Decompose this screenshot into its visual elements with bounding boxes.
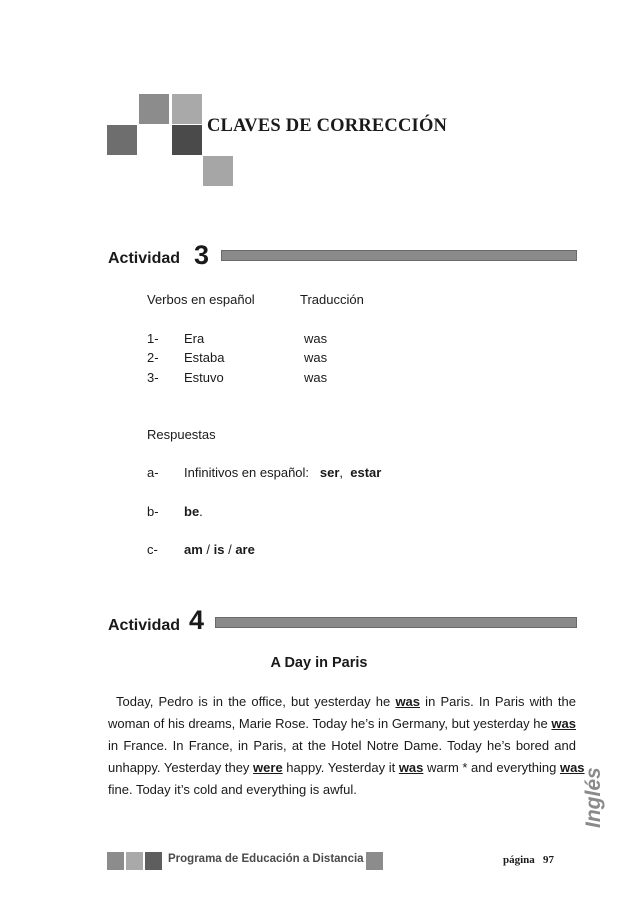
answer-b-suffix: . (199, 504, 203, 519)
side-subject-text: Inglés (582, 767, 605, 828)
answers-heading: Respuestas (147, 427, 216, 442)
answer-letter: a- (147, 465, 159, 480)
story-text: in Paris. In Paris with the (420, 694, 577, 709)
answer-c-sep1: / (202, 542, 214, 557)
story-text: unhappy. Yesterday they (108, 760, 254, 775)
activity3-label: Actividad (108, 250, 181, 267)
answer-c-word2: is (213, 542, 225, 557)
header-decor-square (172, 125, 202, 155)
verb-row-translation: was (304, 350, 328, 365)
story-answer: was (559, 760, 585, 775)
verb-row-translation: was (304, 331, 328, 346)
header-decor-square (172, 94, 202, 124)
verb-row-verb: Estuvo (184, 370, 224, 385)
answer-c (184, 542, 255, 557)
col-translation-header: Traducción (300, 292, 364, 307)
story-line (108, 691, 576, 713)
footer-decor-square (107, 852, 124, 870)
page-number-value: 97 (543, 854, 555, 866)
activity3-bar (221, 250, 577, 261)
story-answer: was (398, 760, 424, 775)
verb-row-num: 2- (147, 350, 159, 365)
answer-a-sep: , (339, 465, 344, 480)
story-text: happy. Yesterday it (282, 760, 399, 775)
story-text: fine. Today it’s cold and everything is awful. (108, 782, 357, 797)
side-subject-label (578, 740, 608, 830)
footer-program: Programa de Educación a Distancia (168, 853, 364, 865)
activity4-bar (215, 617, 577, 628)
story-title: A Day in Paris (270, 655, 368, 671)
story-text: woman of his dreams, Marie Rose. Today he’s in Germany, but yesterday he (108, 716, 552, 731)
footer-decor-square (126, 852, 143, 870)
footer-decor-square (366, 852, 383, 870)
story-text: warm * and everything (423, 760, 560, 775)
verb-row-verb: Estaba (184, 350, 225, 365)
story-text: Today, Pedro is in the office, but yesterday he (116, 694, 396, 709)
story-line (108, 757, 585, 779)
verb-row-verb: Era (184, 331, 205, 346)
story-line (108, 779, 576, 801)
verb-row-num: 1- (147, 331, 159, 346)
header-decor-square (139, 94, 169, 124)
page-number (503, 854, 554, 866)
answer-a-word2: estar (350, 465, 382, 480)
verb-row-translation: was (304, 370, 328, 385)
answer-b (184, 504, 203, 519)
col-verbs-header: Verbos en español (147, 292, 255, 307)
footer-decor-square (145, 852, 162, 870)
header-decor-square (107, 125, 137, 155)
page-title: CLAVES DE CORRECCIÓN (207, 116, 448, 136)
answer-c-sep2: / (224, 542, 236, 557)
answer-a-prefix: Infinitivos en español: (184, 465, 310, 480)
story-line (108, 713, 576, 735)
answer-c-word3: are (235, 542, 255, 557)
story-paragraph (108, 691, 585, 801)
story-answer: were (253, 760, 283, 775)
answer-letter: c- (147, 542, 158, 557)
verb-row-num: 3- (147, 370, 159, 385)
header-decor-square (203, 156, 233, 186)
story-answer: was (551, 716, 576, 731)
activity4-label: Actividad (108, 617, 181, 634)
answer-c-word1: am (184, 542, 203, 557)
activity3-number: 3 (194, 240, 210, 270)
answer-b-word: be (184, 504, 200, 519)
activity4-number: 4 (189, 605, 205, 635)
story-text: in France. In France, in Paris, at the Hotel Notre Dame. Today he’s bored and (108, 738, 576, 753)
page-label: página (503, 854, 535, 866)
story-answer: was (395, 694, 421, 709)
story-line (108, 735, 576, 757)
answer-letter: b- (147, 504, 159, 519)
answer-a-word1: ser (319, 465, 340, 480)
answer-a (184, 465, 381, 480)
